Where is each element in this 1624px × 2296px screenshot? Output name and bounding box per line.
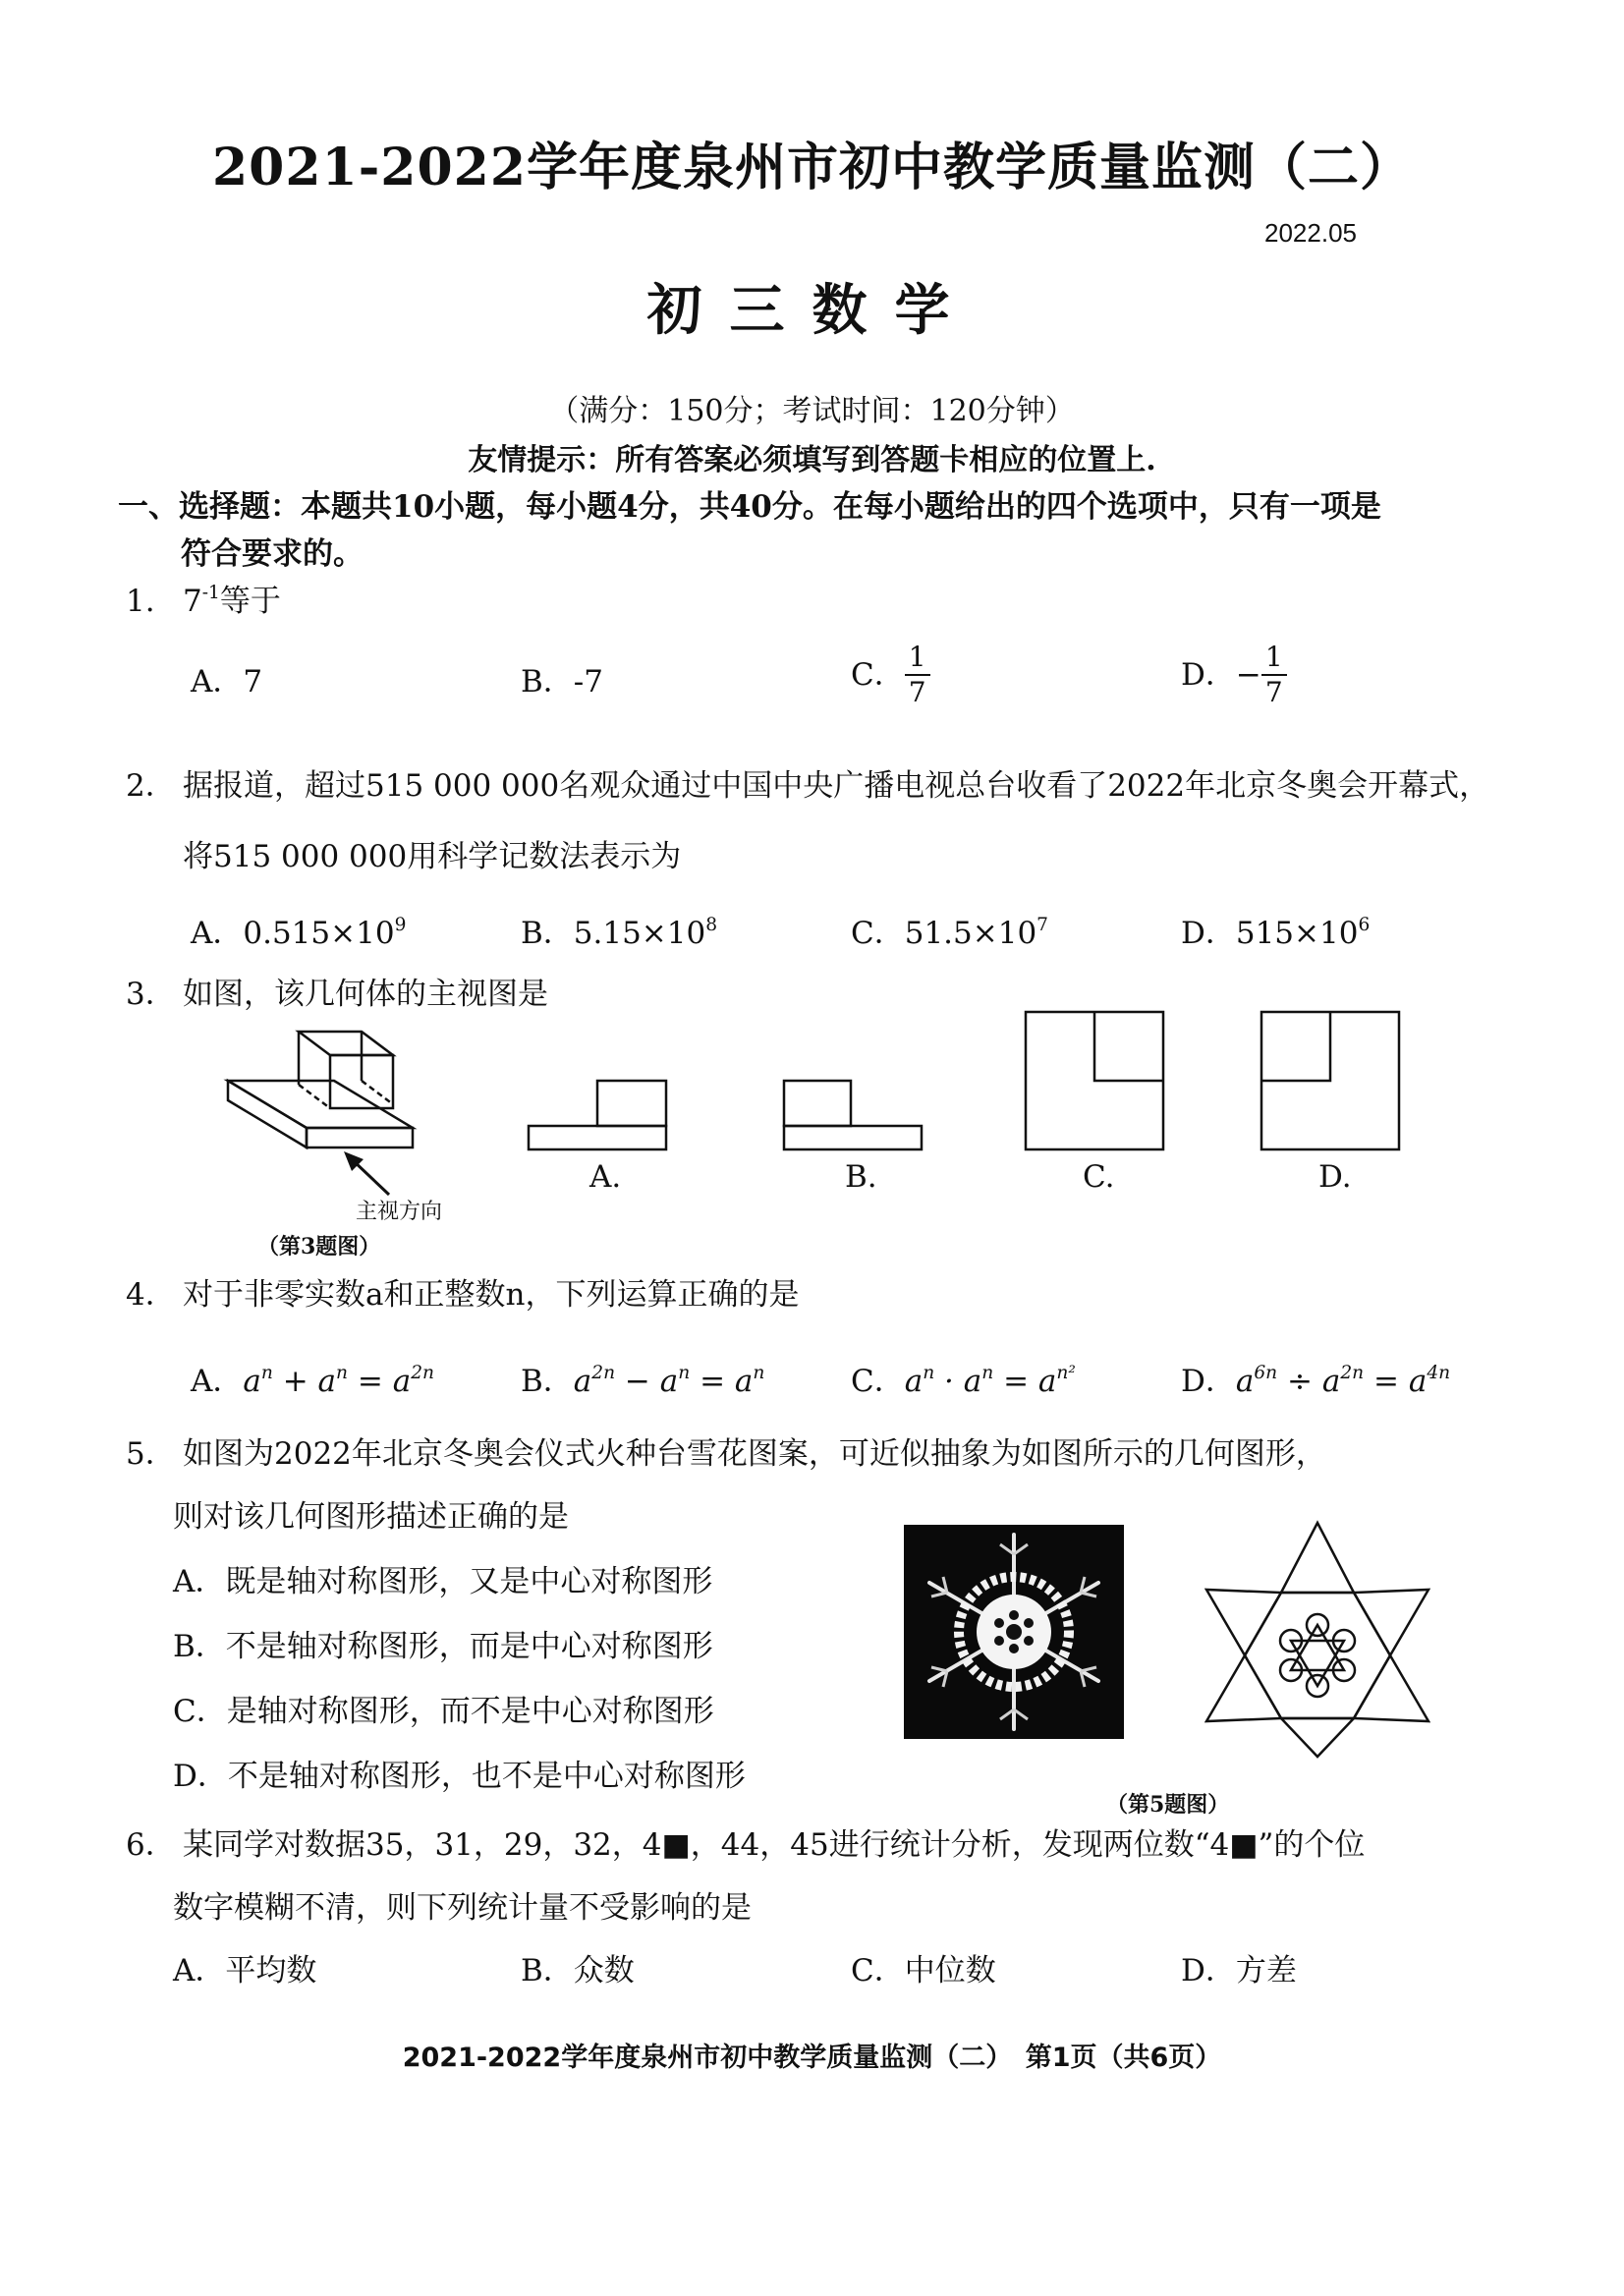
q5-option-c[interactable]: C．是轴对称图形，而不是中心对称图形 — [173, 1694, 714, 1729]
q4-option-b-label: B． — [521, 1364, 574, 1399]
q6-option-a[interactable]: A．平均数 — [173, 1953, 317, 1988]
question-2 — [126, 764, 1550, 808]
q4-option-d[interactable]: D．$a^{6n} \div a^{2n} = a^{4n}$ — [1181, 1362, 1451, 1399]
q3-option-d-figure[interactable] — [1260, 1010, 1403, 1153]
q3-option-c-label[interactable]: C. — [1083, 1159, 1115, 1195]
q2-option-b[interactable] — [521, 912, 717, 955]
q2-option-b-text: B．5.15×10 — [521, 916, 706, 951]
q3-text: 如图，该几何体的主视图是 — [183, 977, 548, 1012]
q2-option-a-text: A．0.515×10 — [191, 916, 395, 951]
q6-line-1: 某同学对数据35，31，29，32，4■，44，45进行统计分析，发现两位数“4■”的个位 — [183, 1827, 1366, 1863]
q3-direction-label: 主视方向 — [356, 1200, 443, 1224]
q1-option-d-fraction — [1261, 641, 1287, 709]
q1-option-c-fraction — [905, 641, 930, 709]
q1-option-c[interactable] — [851, 641, 930, 709]
q3-option-c-figure[interactable] — [1024, 1010, 1167, 1153]
q4-text: 对于非零实数a和正整数n，下列运算正确的是 — [183, 1277, 800, 1313]
question-number: 6． — [126, 1827, 176, 1863]
q4-option-a[interactable]: A．$a^n + a^n = a^{2n}$ — [191, 1362, 434, 1399]
exam-tip: 友情提示：所有答案必须填写到答题卡相应的位置上. — [468, 443, 1156, 477]
q1-option-b[interactable]: B．-7 — [521, 664, 603, 700]
q2-option-c-exp: 7 — [1036, 914, 1049, 935]
q4-option-c[interactable]: C．$a^n \cdot a^n = a^{n^2}$ — [851, 1362, 1076, 1399]
q4-option-b[interactable]: B．$a^{2n} - a^n = a^n$ — [521, 1362, 765, 1399]
question-4 — [126, 1273, 799, 1316]
question-5 — [126, 1432, 1550, 1476]
q3-option-a-label[interactable]: A. — [589, 1159, 622, 1195]
q5-option-a[interactable]: A．既是轴对称图形，又是中心对称图形 — [173, 1564, 713, 1599]
page-footer: 2021-2022学年度泉州市初中教学质量监测（二） 第1页（共6页） — [402, 2043, 1222, 2073]
section-line-2: 符合要求的。 — [181, 536, 364, 572]
question-number: 2． — [126, 768, 176, 804]
question-6 — [126, 1823, 1550, 1867]
section-heading — [118, 483, 1533, 578]
q1-exponent: -1 — [201, 582, 220, 603]
q4-option-c-label: C． — [851, 1364, 905, 1399]
fraction-numerator: 1 — [905, 641, 930, 676]
snowflake-geometry-figure — [1204, 1515, 1430, 1761]
q4-option-a-label: A． — [191, 1364, 244, 1399]
q3-caption: （第3题图） — [257, 1234, 381, 1260]
q2-option-a-exp: 9 — [394, 914, 407, 935]
q2-option-b-exp: 8 — [705, 914, 718, 935]
q5-option-d[interactable]: D．不是轴对称图形，也不是中心对称图形 — [173, 1759, 746, 1794]
q6-option-d[interactable]: D．方差 — [1181, 1953, 1297, 1988]
q3-option-b-figure[interactable] — [782, 1075, 925, 1153]
question-number: 1. — [126, 584, 155, 619]
q6-line-2: 数字模糊不清，则下列统计量不受影响的是 — [173, 1890, 752, 1926]
q1-tail: 等于 — [219, 584, 281, 619]
q1-base: 7 — [183, 584, 202, 619]
q2-option-a[interactable] — [191, 912, 406, 955]
exam-meta: （满分：150分；考试时间：120分钟） — [549, 394, 1075, 428]
q6-option-b[interactable]: B．众数 — [521, 1953, 635, 1988]
q4-option-d-label: D． — [1181, 1364, 1236, 1399]
q2-option-c[interactable] — [851, 912, 1048, 955]
q1-option-c-label: C． — [851, 657, 905, 693]
exam-title: 2021-2022学年度泉州市初中教学质量监测（二） — [211, 138, 1413, 197]
q1-option-d[interactable] — [1181, 641, 1287, 709]
q3-option-a-figure[interactable] — [527, 1075, 670, 1153]
snowflake-photo — [904, 1525, 1124, 1739]
q2-option-d-text: D．515×10 — [1181, 916, 1359, 951]
exam-date: 2022.05 — [1264, 218, 1357, 248]
question-3 — [126, 973, 548, 1016]
question-number: 4． — [126, 1277, 176, 1313]
section-line-1: 一、选择题：本题共10小题，每小题4分，共40分。在每小题给出的四个选项中，只有一项是 — [118, 489, 1381, 525]
question-1 — [126, 580, 281, 623]
question-number: 5． — [126, 1436, 176, 1472]
q2-option-d[interactable] — [1181, 912, 1370, 955]
fraction-numerator: 1 — [1261, 641, 1287, 676]
q2-option-c-text: C．51.5×10 — [851, 916, 1037, 951]
q5-caption: （第5题图） — [1106, 1792, 1230, 1818]
fraction-denominator: 7 — [908, 676, 926, 708]
question-number: 3． — [126, 977, 176, 1012]
q5-line-2: 则对该几何图形描述正确的是 — [173, 1499, 569, 1535]
q6-option-c[interactable]: C．中位数 — [851, 1953, 996, 1988]
q5-option-b[interactable]: B．不是轴对称图形，而是中心对称图形 — [173, 1629, 713, 1664]
subject-title: 初三数学 — [646, 278, 978, 343]
fraction-denominator: 7 — [1264, 676, 1283, 708]
q3-solid-figure — [216, 1022, 432, 1218]
q3-option-d-label[interactable]: D. — [1318, 1159, 1352, 1195]
q5-line-1: 如图为2022年北京冬奥会仪式火种台雪花图案，可近似抽象为如图所示的几何图形， — [183, 1436, 1326, 1472]
q1-option-a[interactable]: A．7 — [191, 664, 263, 700]
q1-option-d-label: D．− — [1181, 657, 1261, 693]
q3-option-b-label[interactable]: B. — [845, 1159, 877, 1195]
q2-line-1: 据报道，超过515 000 000名观众通过中国中央广播电视总台收看了2022年北京冬奥会开幕式， — [183, 768, 1490, 804]
q2-line-2: 将515 000 000用科学记数法表示为 — [183, 839, 682, 874]
q2-option-d-exp: 6 — [1358, 914, 1371, 935]
